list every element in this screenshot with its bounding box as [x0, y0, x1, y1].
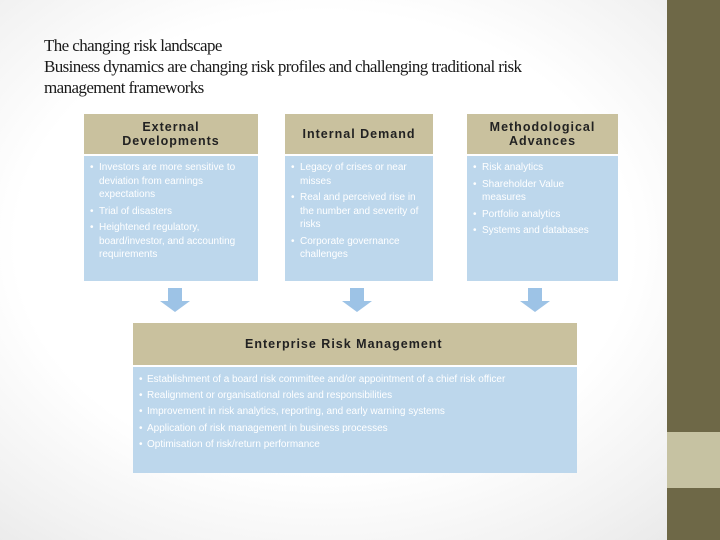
title-line-1: The changing risk landscape	[44, 36, 222, 55]
internal-demand-box	[285, 156, 433, 281]
title-line-2: Business dynamics are changing risk profiles and challenging traditional risk	[44, 57, 522, 76]
list-item: • Trial of disasters	[90, 205, 250, 219]
methodological-advances-list	[473, 161, 610, 238]
external-developments-header	[84, 114, 258, 154]
slide-title	[44, 35, 654, 98]
accent-stripe-middle	[667, 432, 720, 488]
list-item: • Systems and databases	[473, 224, 610, 238]
methodological-advances-header	[467, 114, 618, 154]
internal-demand-header-label: Internal Demand	[302, 127, 416, 141]
external-developments-list	[90, 161, 250, 262]
external-developments-header-label: External Developments	[122, 120, 220, 148]
list-item: • Establishment of a board risk committee and/or appointment of a chief risk officer	[139, 372, 571, 388]
erm-header-label: Enterprise Risk Management	[245, 337, 443, 351]
title-line-3: management frameworks	[44, 78, 204, 97]
erm-header	[133, 323, 577, 365]
external-developments-box	[84, 156, 258, 281]
internal-demand-header	[285, 114, 433, 154]
list-item: • Investors are more sensitive to deviation from earnings expectations	[90, 161, 250, 202]
accent-stripe-bottom	[667, 488, 720, 540]
accent-stripe-top	[667, 0, 720, 432]
list-item: • Shareholder Value measures	[473, 178, 610, 205]
list-item: • Optimisation of risk/return performance	[139, 437, 571, 453]
internal-demand-list	[291, 161, 425, 262]
down-arrow-icon	[342, 288, 372, 312]
methodological-advances-header-label: Methodological Advances	[489, 120, 596, 148]
list-item: • Improvement in risk analytics, reporting, and early warning systems	[139, 404, 571, 420]
down-arrow-icon	[160, 288, 190, 312]
down-arrow-icon	[520, 288, 550, 312]
methodological-advances-box	[467, 156, 618, 281]
erm-list	[139, 372, 571, 453]
list-item: • Risk analytics	[473, 161, 610, 175]
list-item: • Corporate governance challenges	[291, 235, 425, 262]
list-item: • Portfolio analytics	[473, 208, 610, 222]
list-item: • Heightened regulatory, board/investor, and accounting requirements	[90, 221, 250, 262]
erm-box	[133, 367, 577, 473]
list-item: • Real and perceived rise in the number and severity of risks	[291, 191, 425, 232]
list-item: • Realignment or organisational roles and responsibilities	[139, 388, 571, 404]
list-item: • Application of risk management in business processes	[139, 421, 571, 437]
list-item: • Legacy of crises or near misses	[291, 161, 425, 188]
